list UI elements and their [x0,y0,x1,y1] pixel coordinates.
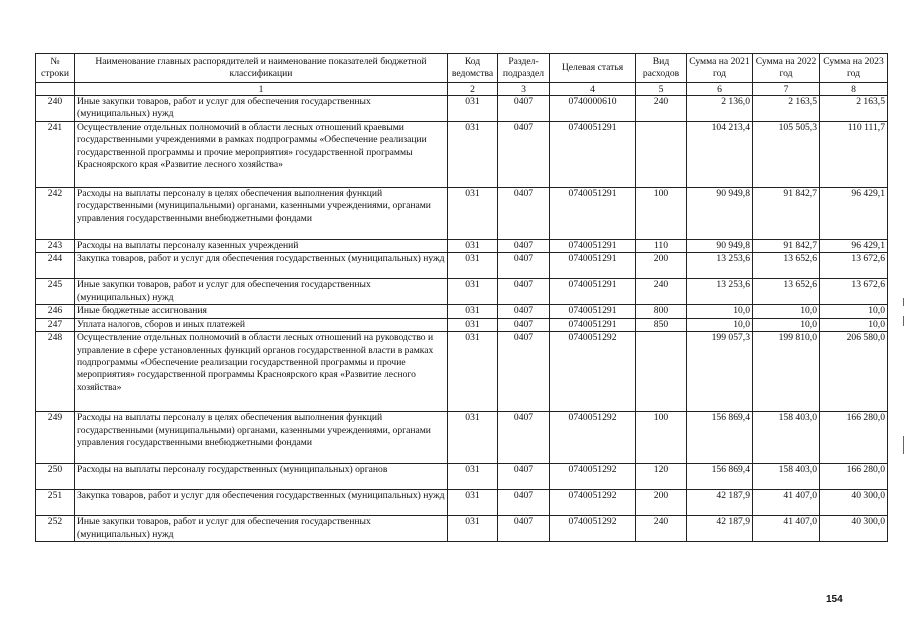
table-row [36,332,888,412]
department-code: 031 [448,516,498,542]
section-code: 0407 [498,240,550,253]
expense-type-code [636,122,687,188]
expense-type-code: 850 [636,318,687,331]
sum-2021: 42 187,9 [687,490,753,516]
section-code: 0407 [498,412,550,464]
row-name: Иные закупки товаров, работ и услуг для обеспечения государственных (муниципальных) нужд [75,279,448,305]
sum-2022: 91 842,7 [753,240,820,253]
row-name: Расходы на выплаты персоналу в целях обеспечения выполнения функций государственными (муниципальными) органами, казенными учреждениями, органами управления государственными внебюджетными фондами [75,188,448,240]
target-item-code: 0740051292 [550,464,636,490]
row-name: Расходы на выплаты персоналу казенных учреждений [75,240,448,253]
row-number: 240 [36,96,75,122]
section-code: 0407 [498,122,550,188]
table-row [36,464,888,490]
sum-2021: 90 949,8 [687,240,753,253]
row-number: 250 [36,464,75,490]
scan-mark [903,316,904,326]
sum-2021: 42 187,9 [687,516,753,542]
sum-2022: 41 407,0 [753,490,820,516]
column-number: 1 [75,83,448,96]
table-row [36,516,888,542]
section-code: 0407 [498,96,550,122]
department-code: 031 [448,464,498,490]
row-number: 251 [36,490,75,516]
sum-2021: 13 253,6 [687,279,753,305]
row-number: 245 [36,279,75,305]
expense-type-code: 200 [636,490,687,516]
section-code: 0407 [498,490,550,516]
target-item-code: 0740051291 [550,305,636,318]
sum-2022: 2 163,5 [753,96,820,122]
row-name: Уплата налогов, сборов и иных платежей [75,318,448,331]
sum-2021: 90 949,8 [687,188,753,240]
row-name: Иные бюджетные ассигнования [75,305,448,318]
target-item-code: 0740051291 [550,318,636,331]
header-sum-2023: Сумма на 2023 год [820,54,888,83]
expense-type-code: 240 [636,96,687,122]
target-item-code: 0740000610 [550,96,636,122]
table-row [36,412,888,464]
scan-mark [903,298,904,306]
department-code: 031 [448,188,498,240]
table-row [36,240,888,253]
section-code: 0407 [498,332,550,412]
sum-2022: 199 810,0 [753,332,820,412]
column-number: 5 [636,83,687,96]
section-code: 0407 [498,464,550,490]
column-number: 2 [448,83,498,96]
row-name: Расходы на выплаты персоналу в целях обеспечения выполнения функций государственными (муниципальными) органами, казенными учреждениями, органами управления государственными внебюджетными фондами [75,412,448,464]
sum-2022: 13 652,6 [753,253,820,279]
sum-2023: 206 580,0 [820,332,888,412]
row-number: 241 [36,122,75,188]
row-number: 247 [36,318,75,331]
table-row [36,318,888,331]
sum-2022: 158 403,0 [753,412,820,464]
target-item-code: 0740051291 [550,122,636,188]
column-number: 8 [820,83,888,96]
sum-2021: 2 136,0 [687,96,753,122]
sum-2023: 96 429,1 [820,188,888,240]
sum-2022: 10,0 [753,318,820,331]
sum-2021: 104 213,4 [687,122,753,188]
sum-2023: 40 300,0 [820,516,888,542]
sum-2021: 156 869,4 [687,464,753,490]
sum-2021: 10,0 [687,318,753,331]
table-row [36,253,888,279]
header-section: Раздел-подраздел [498,54,550,83]
row-number: 248 [36,332,75,412]
sum-2021: 10,0 [687,305,753,318]
department-code: 031 [448,96,498,122]
department-code: 031 [448,332,498,412]
section-code: 0407 [498,279,550,305]
department-code: 031 [448,412,498,464]
row-name: Закупка товаров, работ и услуг для обеспечения государственных (муниципальных) нужд [75,490,448,516]
sum-2021: 13 253,6 [687,253,753,279]
expense-type-code [636,332,687,412]
row-name: Расходы на выплаты персоналу государственных (муниципальных) органов [75,464,448,490]
section-code: 0407 [498,305,550,318]
expense-type-code: 120 [636,464,687,490]
row-number: 252 [36,516,75,542]
header-sum-2022: Сумма на 2022 год [753,54,820,83]
sum-2023: 110 111,7 [820,122,888,188]
header-target-item: Целевая статья [550,54,636,83]
department-code: 031 [448,253,498,279]
expense-type-code: 100 [636,188,687,240]
department-code: 031 [448,240,498,253]
sum-2021: 156 869,4 [687,412,753,464]
column-number [36,83,75,96]
column-number: 6 [687,83,753,96]
table-row [36,305,888,318]
header-expense-type: Вид расходов [636,54,687,83]
sum-2022: 105 505,3 [753,122,820,188]
row-name: Иные закупки товаров, работ и услуг для обеспечения государственных (муниципальных) нужд [75,96,448,122]
row-name: Закупка товаров, работ и услуг для обеспечения государственных (муниципальных) нужд [75,253,448,279]
row-name: Иные закупки товаров, работ и услуг для обеспечения государственных (муниципальных) нужд [75,516,448,542]
expense-type-code: 200 [636,253,687,279]
sum-2021: 199 057,3 [687,332,753,412]
target-item-code: 0740051292 [550,490,636,516]
department-code: 031 [448,305,498,318]
sum-2023: 13 672,6 [820,253,888,279]
department-code: 031 [448,122,498,188]
header-department-code: Код ведомства [448,54,498,83]
row-number: 249 [36,412,75,464]
sum-2022: 91 842,7 [753,188,820,240]
page-number: 154 [826,594,843,605]
sum-2023: 10,0 [820,305,888,318]
section-code: 0407 [498,516,550,542]
target-item-code: 0740051291 [550,279,636,305]
target-item-code: 0740051291 [550,253,636,279]
target-item-code: 0740051292 [550,516,636,542]
sum-2023: 2 163,5 [820,96,888,122]
sum-2023: 96 429,1 [820,240,888,253]
budget-table [35,53,888,542]
header-row-number: № строки [36,54,75,83]
row-number: 243 [36,240,75,253]
scan-mark [903,436,904,454]
expense-type-code: 240 [636,516,687,542]
section-code: 0407 [498,253,550,279]
row-number: 246 [36,305,75,318]
department-code: 031 [448,490,498,516]
header-sum-2021: Сумма на 2021 год [687,54,753,83]
expense-type-code: 100 [636,412,687,464]
row-name: Осуществление отдельных полномочий в области лесных отношений на руководство и управление в сфере установленных функций органов государственной власти в рамках подпрограммы «Обеспечение реализации государственной программы и прочие мероприятия» государственной программы Красноярского края «Развитие лесного хозяйства» [75,332,448,412]
section-code: 0407 [498,318,550,331]
table-row [36,96,888,122]
table-row [36,279,888,305]
header-name: Наименование главных распорядителей и наименование показателей бюджетной классификации [75,54,448,83]
target-item-code: 0740051292 [550,412,636,464]
section-code: 0407 [498,188,550,240]
sum-2022: 158 403,0 [753,464,820,490]
column-number: 7 [753,83,820,96]
table-row [36,122,888,188]
sum-2022: 13 652,6 [753,279,820,305]
sum-2023: 166 280,0 [820,464,888,490]
target-item-code: 0740051291 [550,188,636,240]
row-number: 244 [36,253,75,279]
sum-2022: 41 407,0 [753,516,820,542]
sum-2023: 13 672,6 [820,279,888,305]
sum-2022: 10,0 [753,305,820,318]
table-row [36,490,888,516]
table-row [36,188,888,240]
sum-2023: 10,0 [820,318,888,331]
expense-type-code: 110 [636,240,687,253]
column-number: 4 [550,83,636,96]
header-row [36,54,888,83]
sum-2023: 166 280,0 [820,412,888,464]
expense-type-code: 240 [636,279,687,305]
sum-2023: 40 300,0 [820,490,888,516]
department-code: 031 [448,318,498,331]
target-item-code: 0740051291 [550,240,636,253]
row-number: 242 [36,188,75,240]
column-number-row [36,83,888,96]
column-number: 3 [498,83,550,96]
expense-type-code: 800 [636,305,687,318]
target-item-code: 0740051292 [550,332,636,412]
row-name: Осуществление отдельных полномочий в области лесных отношений краевыми государственными учреждениями в рамках подпрограммы «Обеспечение реализации государственной программы и прочие мероприятия» государственной программы Красноярского края «Развитие лесного хозяйства» [75,122,448,188]
department-code: 031 [448,279,498,305]
